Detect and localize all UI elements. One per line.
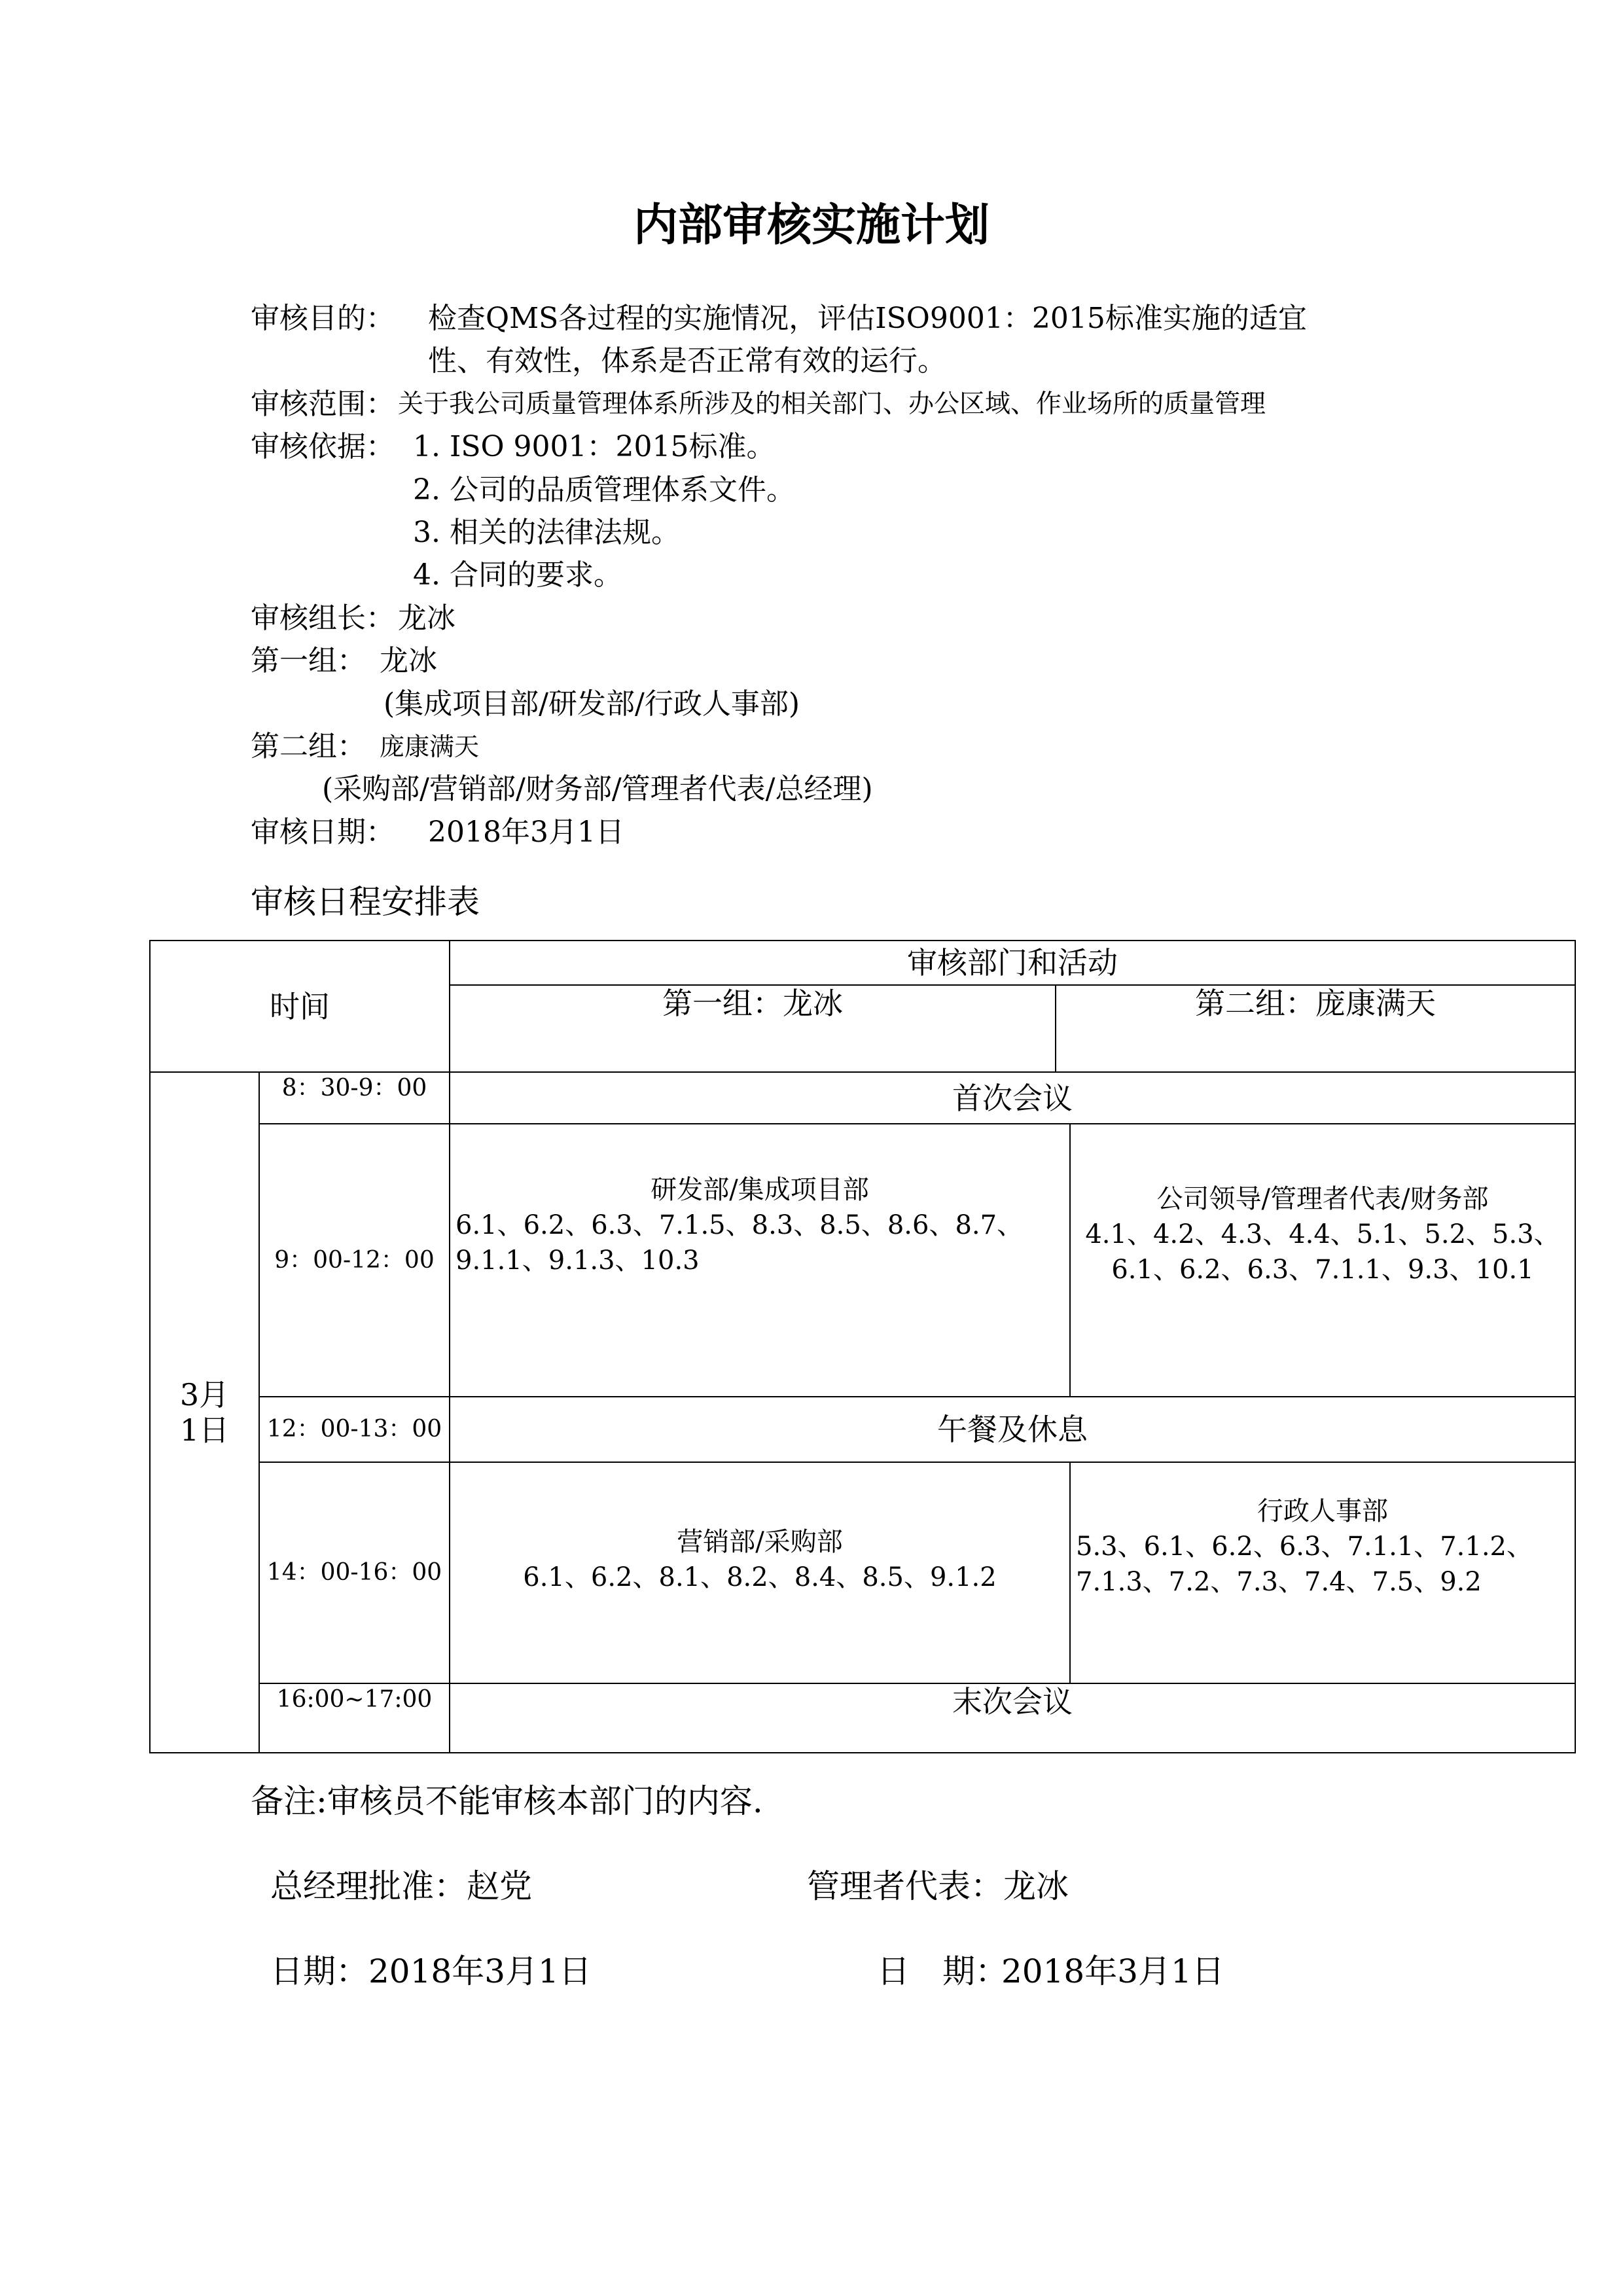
clause-codes: 6.1、6.2、6.3、7.1.5、8.3、8.5、8.6、8.7、9.1.1、9.1.3、10.3 xyxy=(455,1210,1024,1276)
group1-activity xyxy=(450,1124,1070,1397)
gm-approval-label: 总经理批准： xyxy=(270,1867,467,1905)
date2-label: 日 期： xyxy=(877,1952,1008,1990)
department: 公司领导/管理者代表/财务部 xyxy=(1156,1183,1489,1214)
purpose-text-cont: 性、有效性，体系是否正常有效的运行。 xyxy=(428,344,946,378)
time-header: 时间 xyxy=(150,941,450,1072)
basis-item: 2. 公司的品质管理体系文件。 xyxy=(413,473,795,507)
purpose-text: 检查QMS各过程的实施情况，评估ISO9001：2015标准实施的适宜 xyxy=(428,302,1307,335)
activity-cell: 首次会议 xyxy=(450,1072,1575,1124)
scope-text: 关于我公司质量管理体系所涉及的相关部门、办公区域、作业场所的质量管理 xyxy=(398,389,1266,419)
group2-departments: (采购部/营销部/财务部/管理者代表/总经理) xyxy=(322,772,873,806)
group1-departments: (集成项目部/研发部/行政人事部) xyxy=(383,687,800,721)
group2-activity xyxy=(1070,1124,1575,1397)
rep-label: 管理者代表： xyxy=(807,1867,1003,1905)
scope-label: 审核范围： xyxy=(251,387,395,421)
date-label: 审核日期： xyxy=(251,816,395,849)
document-title: 内部审核实施计划 xyxy=(633,199,990,251)
time-cell: 16:00~17:00 xyxy=(259,1683,450,1753)
group1-name: 龙冰 xyxy=(380,644,437,677)
group2-header: 第二组：庞康满天 xyxy=(1056,985,1575,1072)
rep-name: 龙冰 xyxy=(1003,1867,1069,1905)
time-cell: 14：00-16：00 xyxy=(259,1462,450,1683)
basis-label: 审核依据： xyxy=(251,430,395,463)
group1-activity xyxy=(450,1462,1070,1683)
audit-date: 2018年3月1日 xyxy=(428,816,624,849)
clause-codes: 6.1、6.2、8.1、8.2、8.4、8.5、9.1.2 xyxy=(523,1562,997,1592)
leader-label: 审核组长： xyxy=(251,601,395,635)
date2: 2018年3月1日 xyxy=(1001,1952,1224,1990)
clause-codes: 4.1、4.2、4.3、4.4、5.1、5.2、5.3、6.1、6.2、6.3、7.1.1、9.3、10.1 xyxy=(1085,1219,1560,1285)
date1-label: 日期： xyxy=(270,1952,368,1990)
time-cell: 8：30-9：00 xyxy=(259,1072,450,1124)
day-date: 1日 xyxy=(179,1412,230,1448)
activity-cell: 末次会议 xyxy=(450,1683,1575,1753)
day-month: 3月 xyxy=(179,1377,230,1412)
time-cell: 12：00-13：00 xyxy=(259,1397,450,1462)
leader-name: 龙冰 xyxy=(398,601,455,635)
department: 行政人事部 xyxy=(1257,1496,1388,1526)
day-cell xyxy=(150,1072,259,1753)
department: 营销部/采购部 xyxy=(677,1527,843,1557)
date1: 2018年3月1日 xyxy=(368,1952,592,1990)
time-cell: 9：00-12：00 xyxy=(259,1124,450,1397)
basis-item: 1. ISO 9001：2015标准。 xyxy=(413,430,776,463)
activity-header: 审核部门和活动 xyxy=(450,941,1575,985)
group2-activity xyxy=(1070,1462,1575,1683)
basis-item: 4. 合同的要求。 xyxy=(413,558,622,592)
group1-label: 第一组： xyxy=(251,644,366,677)
group2-label: 第二组： xyxy=(251,730,366,763)
activity-cell: 午餐及休息 xyxy=(450,1397,1575,1462)
clause-codes: 5.3、6.1、6.2、6.3、7.1.1、7.1.2、7.1.3、7.2、7.3、7.4、7.5、9.2 xyxy=(1076,1532,1533,1597)
group1-header: 第一组：龙冰 xyxy=(450,985,1056,1072)
basis-item: 3. 相关的法律法规。 xyxy=(413,516,680,549)
purpose-label: 审核目的： xyxy=(251,302,395,335)
note: 备注:审核员不能审核本部门的内容. xyxy=(251,1782,763,1820)
group2-name: 庞康满天 xyxy=(380,732,480,761)
department: 研发部/集成项目部 xyxy=(651,1174,869,1205)
schedule-table xyxy=(149,940,1576,1753)
schedule-heading: 审核日程安排表 xyxy=(251,883,480,921)
gm-name: 赵党 xyxy=(467,1867,532,1905)
